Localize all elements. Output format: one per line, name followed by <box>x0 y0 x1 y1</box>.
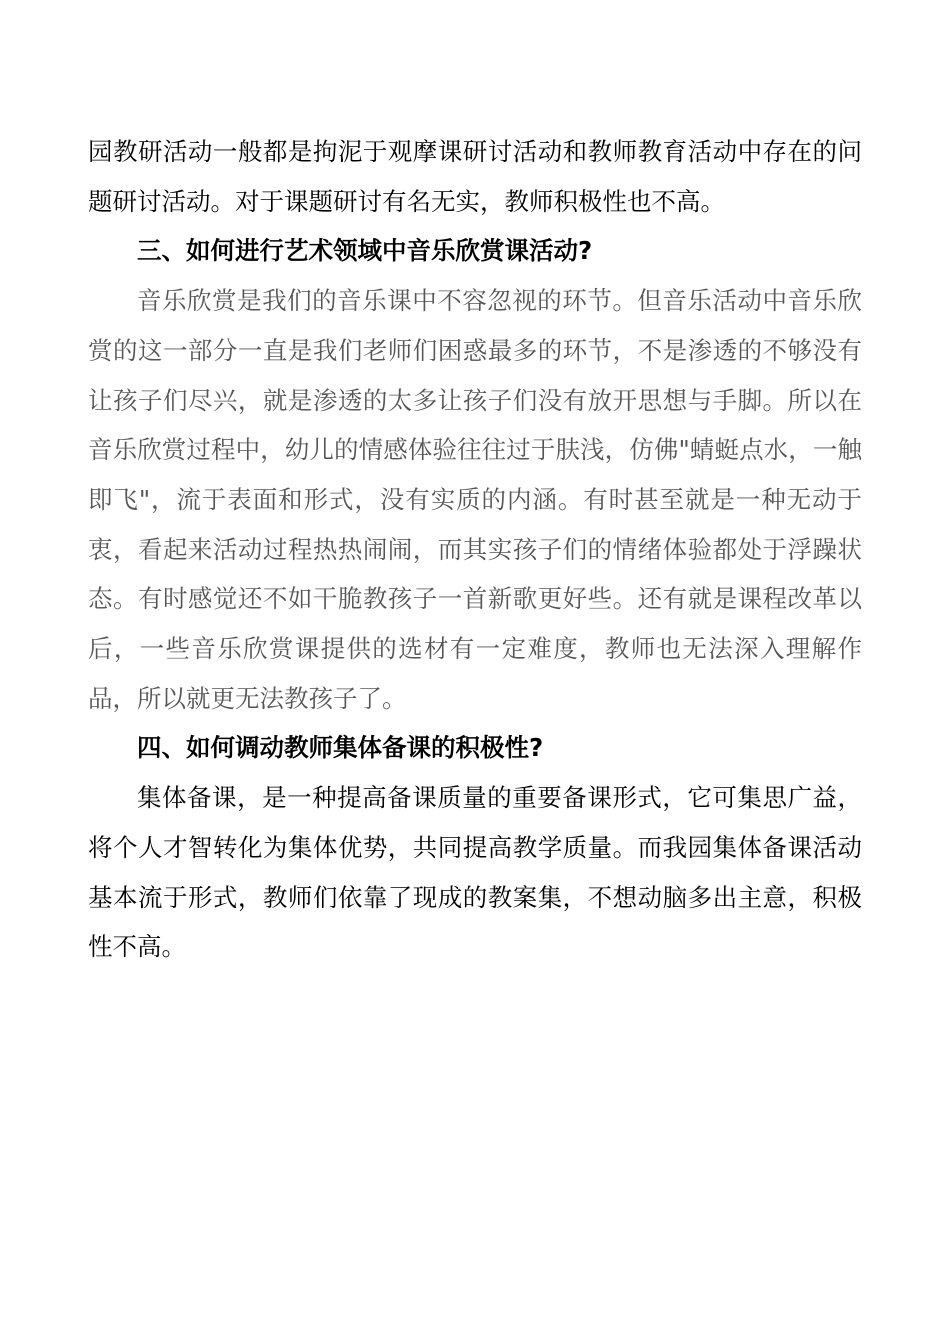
section-heading-4: 四、如何调动教师集体备课的积极性? <box>137 733 544 763</box>
paragraph-collective-lesson-prep: 集体备课，是一种提高备课质量的重要备课形式，它可集思广益，将个人才智转化为集体优势，共同提高教学质量。而我园集体备课活动基本流于形式，教师们依靠了现成的教案集，不想动脑多出主意，积极性不高。 <box>88 783 862 962</box>
paragraph-continuation: 园教研活动一般都是拘泥于观摩课研讨活动和教师教育活动中存在的问题研讨活动。对于课题研讨有名无实，教师积极性也不高。 <box>88 137 862 216</box>
document-page <box>88 127 862 972</box>
paragraph-music-appreciation: 音乐欣赏是我们的音乐课中不容忽视的环节。但音乐活动中音乐欣赏的这一部分一直是我们老师们困惑最多的环节，不是渗透的不够没有让孩子们尽兴，就是渗透的太多让孩子们没有放开思想与手脚。所以在音乐欣赏过程中，幼儿的情感体验往往过于肤浅，仿佛"蜻蜓点水，一触即飞"，流于表面和形式，没有实质的内涵。有时甚至就是一种无动于衷，看起来活动过程热热闹闹，而其实孩子们的情绪体验都处于浮躁状态。有时感觉还不如干脆教孩子一首新歌更好些。还有就是课程改革以后，一些音乐欣赏课提供的选材有一定难度，教师也无法深入理解作品，所以就更无法教孩子了。 <box>88 286 862 713</box>
section-heading-3: 三、如何进行艺术领域中音乐欣赏课活动? <box>137 236 593 266</box>
